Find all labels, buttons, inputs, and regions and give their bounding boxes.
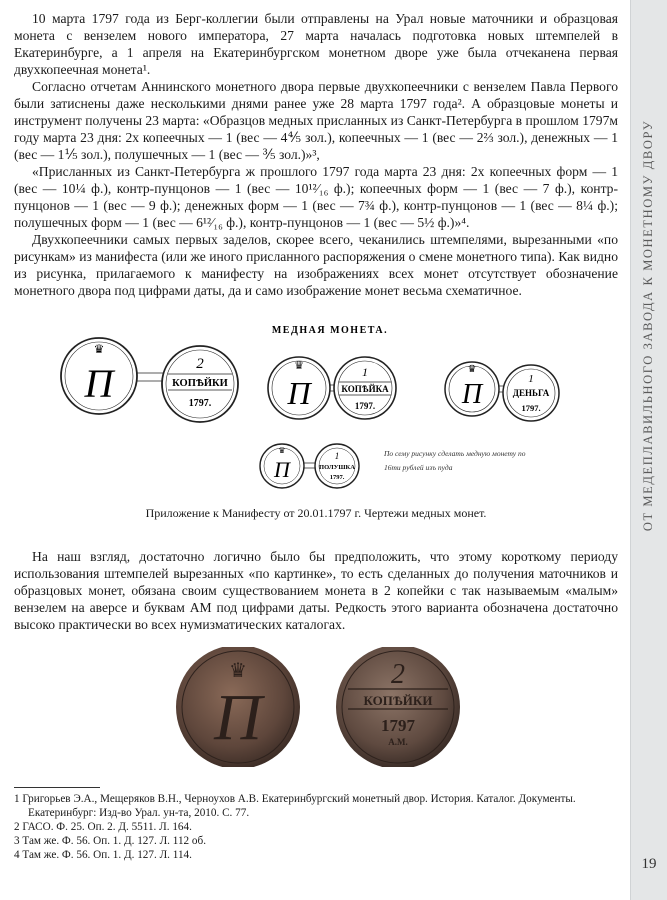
crown-icon: ♛ [278,446,286,455]
paragraph-1: 10 марта 1797 года из Берг-коллегии были отправлены на Урал новые маточники и образцовая монета с вензелем нового императора, 27 марта началась подготовка новых штемпелей в Екатеринбурге, а 1 апреля на Екатеринбургском монетном дворе уже была отчеканена первая двухкопеечная монета¹. [14,11,618,77]
page-content [14,10,618,862]
obverse-monogram: П [214,681,262,754]
monogram-4: П [274,457,290,482]
paragraph-4: Двухкопеечники самых первых заделов, скорее всего, чеканились штемпелями, вырезанными «по рисункам» из манифеста (или же иного присланного распоряжения о смене монетного типа). Как видно из рисунка, прилагаемого к манифесту на изображениях всех монет отсутствует обозначение монетного двора под цифрами даты, да и само изображение монет весьма схематичное. [14,232,618,298]
coin-reverse [336,647,460,767]
coin-2-year: 1797. [354,401,376,411]
coin-1-denga [445,362,559,421]
coin-3-value: 1 [528,373,534,385]
reverse-unit: КОПѢЙКИ [363,693,433,708]
coin-2-kopeks [61,338,238,422]
coin-3-unit: ДЕНЬГА [512,388,550,398]
manifesto-coin-drawings [14,313,618,503]
paragraph-3: «Присланных из Санкт-Петербурга ж прошлого 1797 года марта 23 дня: 2х копеечных форм — 1 (вес — 10¼ ф.), контр-пунцонов — 1 (вес — 10¹²⁄₁₆ ф.); копеечных форм — 1 (вес — 7 ф.), контр-пунцонов — 1 (вес — 9 ф.); денежных форм — 1 (вес — 7¾ ф.), контр-пунцонов — 1 (вес — 8¼ ф.); полушечных форм — 1 (вес — 6¹²⁄₁₆ ф.), контр-пунцонов — 1 (вес — 5½ ф.)»⁴. [14,164,618,230]
coin-4-unit: ПОЛУШКА [319,464,355,471]
footnote-2: 2 ГАСО. Ф. 25. Оп. 2. Д. 5511. Л. 164. [14,821,192,833]
footnote-4: 4 Там же. Ф. 56. Оп. 1. Д. 127. Л. 114. [14,849,192,861]
coin-1-unit: КОПѢЙКИ [172,378,228,389]
reverse-value: 2 [391,659,405,690]
coin-3-year: 1797. [521,403,541,413]
running-title [631,0,667,650]
coin-4-year: 1797. [329,474,345,481]
monogram-2: П [287,375,311,411]
coin-photo-figure [14,647,618,767]
coin-photo [14,647,618,767]
coin-2-unit: КОПѢЙКА [341,384,389,394]
reverse-mint-mark: А.М. [388,737,408,747]
paragraph-5: На наш взгляд, достаточно логично было бы предположить, что этому короткому периоду использования штемпелей вырезанных «по картинке», то есть сделанных до получения маточников и образцовых монет, обязана своим существованием монета в 2 копейки с так называемым «малым» вензелем на аверсе и буквам АМ под цифрами даты. Редкость этого варианта обозначена достаточно высоко практически во всех нумизматических каталогах. [14,549,618,632]
crown-icon: ♛ [93,342,105,356]
coin-drawings-figure [14,313,618,503]
running-title-text: ОТ МЕДЕПЛАВИЛЬНОГО ЗАВОДА К МОНЕТНОМУ ДВОРУ [641,119,656,531]
paragraph-2: Согласно отчетам Аннинского монетного двора первые двухкопеечники с вензелем Павла Первого были затиснены даже несколькими днями ранее уже 28 марта 1797 года². А образцовые монеты и инструмент получены 23 марта: «Образцов медных присланных из Санкт-Петербурга в прошлом 1797м году марта 23 дня: 2х копеечных — 1 (вес — 4⅘ зол.), копеечных — 1 (вес — 2⅔ зол.), денежных — 1 (вес — 1⅕ зол.), полушечных — 1 (вес — ⅗ зол.)»³, [14,79,618,162]
crown-icon: ♛ [294,360,304,372]
crown-icon: ♛ [467,364,477,375]
coin-1-polushka [260,444,359,488]
coin-1-year: 1797. [188,398,212,409]
footnote-3: 3 Там же. Ф. 56. Оп. 1. Д. 127. Л. 112 об. [14,835,207,847]
reverse-year: 1797 [381,716,415,735]
page-number: 19 [641,856,657,872]
handwritten-note-line-2: 16ти рублей изъ пуда [384,463,453,472]
footnote-1: 1 Григорьев Э.А., Мещеряков В.Н., Черноухов А.В. Екатеринбургский монетный двор. История. Каталог. Документы. Екатеринбург: Изд-во Урал. ун-та, 2010. С. 77. [14,793,576,819]
figure-caption: Приложение к Манифесту от 20.01.1797 г. Чертежи медных монет. [145,506,487,520]
coin-1-value: 2 [196,356,204,372]
coin-1-kopek [268,357,396,419]
coin-obverse [176,647,300,767]
crown-icon: ♛ [229,660,247,682]
monogram-1: П [84,361,114,406]
figure-heading: МЕДНАЯ МОНЕТА. [271,325,389,336]
handwritten-note-line-1: По сему рисунку сделать медную монету по [384,449,526,458]
footnote-rule [14,787,100,788]
monogram-3: П [461,379,483,410]
coin-2-value: 1 [362,365,368,379]
coin-4-value: 1 [334,451,340,461]
